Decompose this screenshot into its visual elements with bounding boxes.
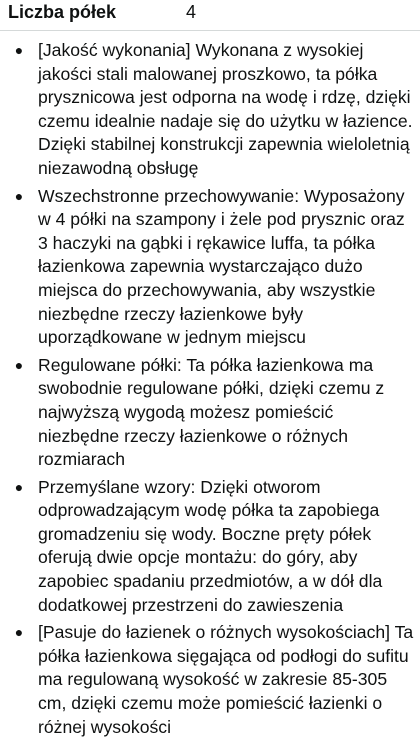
feature-bullet bbox=[0, 476, 416, 618]
bullet-dot-icon: ● bbox=[14, 478, 24, 495]
feature-bullet-text: [Pasuje do łazienek o różnych wysokościach] Ta półka łazienkowa sięgająca od podłogi do sufitu ma regulowaną wysokość w zakresie 85-305 cm, dzięki czemu może pomieścić łazienki o różnej wysokości bbox=[38, 622, 414, 737]
feature-bullet bbox=[0, 621, 416, 739]
feature-bullet bbox=[0, 185, 416, 350]
spec-row-shelf-count bbox=[0, 0, 420, 28]
spec-value: 4 bbox=[186, 2, 197, 22]
feature-bullet bbox=[0, 39, 416, 181]
bullet-dot-icon: ● bbox=[14, 42, 24, 58]
bullet-dot-icon: ● bbox=[14, 187, 24, 204]
feature-bullet bbox=[0, 354, 416, 472]
feature-bullet-text: [Jakość wykonania] Wykonana z wysokiej jakości stali malowanej proszkowo, ta półka prysznicowa jest odporna na wodę i rdzę, dzięki czemu idealnie nadaje się do użytku w łazience. Dzięki stabilnej konstrukcji zapewnia wieloletnią niezawodną obsługę bbox=[38, 40, 413, 178]
feature-bullet-text: Regulowane półki: Ta półka łazienkowa ma swobodnie regulowane półki, dzięki czemu z najwyższą wygodą możesz pomieścić niezbędne rzeczy łazienkowe o różnych rozmiarach bbox=[38, 354, 385, 470]
bullet-dot-icon: ● bbox=[14, 356, 24, 373]
bullet-dot-icon: ● bbox=[14, 624, 24, 641]
feature-bullet-text: Wszechstronne przechowywanie: Wyposażony w 4 półki na szampony i żele pod prysznic oraz 3 haczyki na gąbki i rękawice luffa, ta półka łazienkowa zapewnia wystarczająco dużo miejsca do przechowywania, aby wszystkie niezbędne rzeczy łazienkowe były uporządkowane w jednym miejscu bbox=[38, 185, 405, 348]
feature-bullet-text: Przemyślane wzory: Dzięki otworom odprowadzającym wodę półka ta zapobiega gromadzeniu się wody. Boczne pręty półek oferują dwie opcje montażu: do góry, aby zapobiec spadaniu przedmiotów, a w dół dla dodatkowej przestrzeni do zawieszenia bbox=[38, 476, 383, 615]
spec-label: Liczba półek bbox=[8, 2, 117, 22]
feature-bullet-list bbox=[0, 31, 420, 739]
